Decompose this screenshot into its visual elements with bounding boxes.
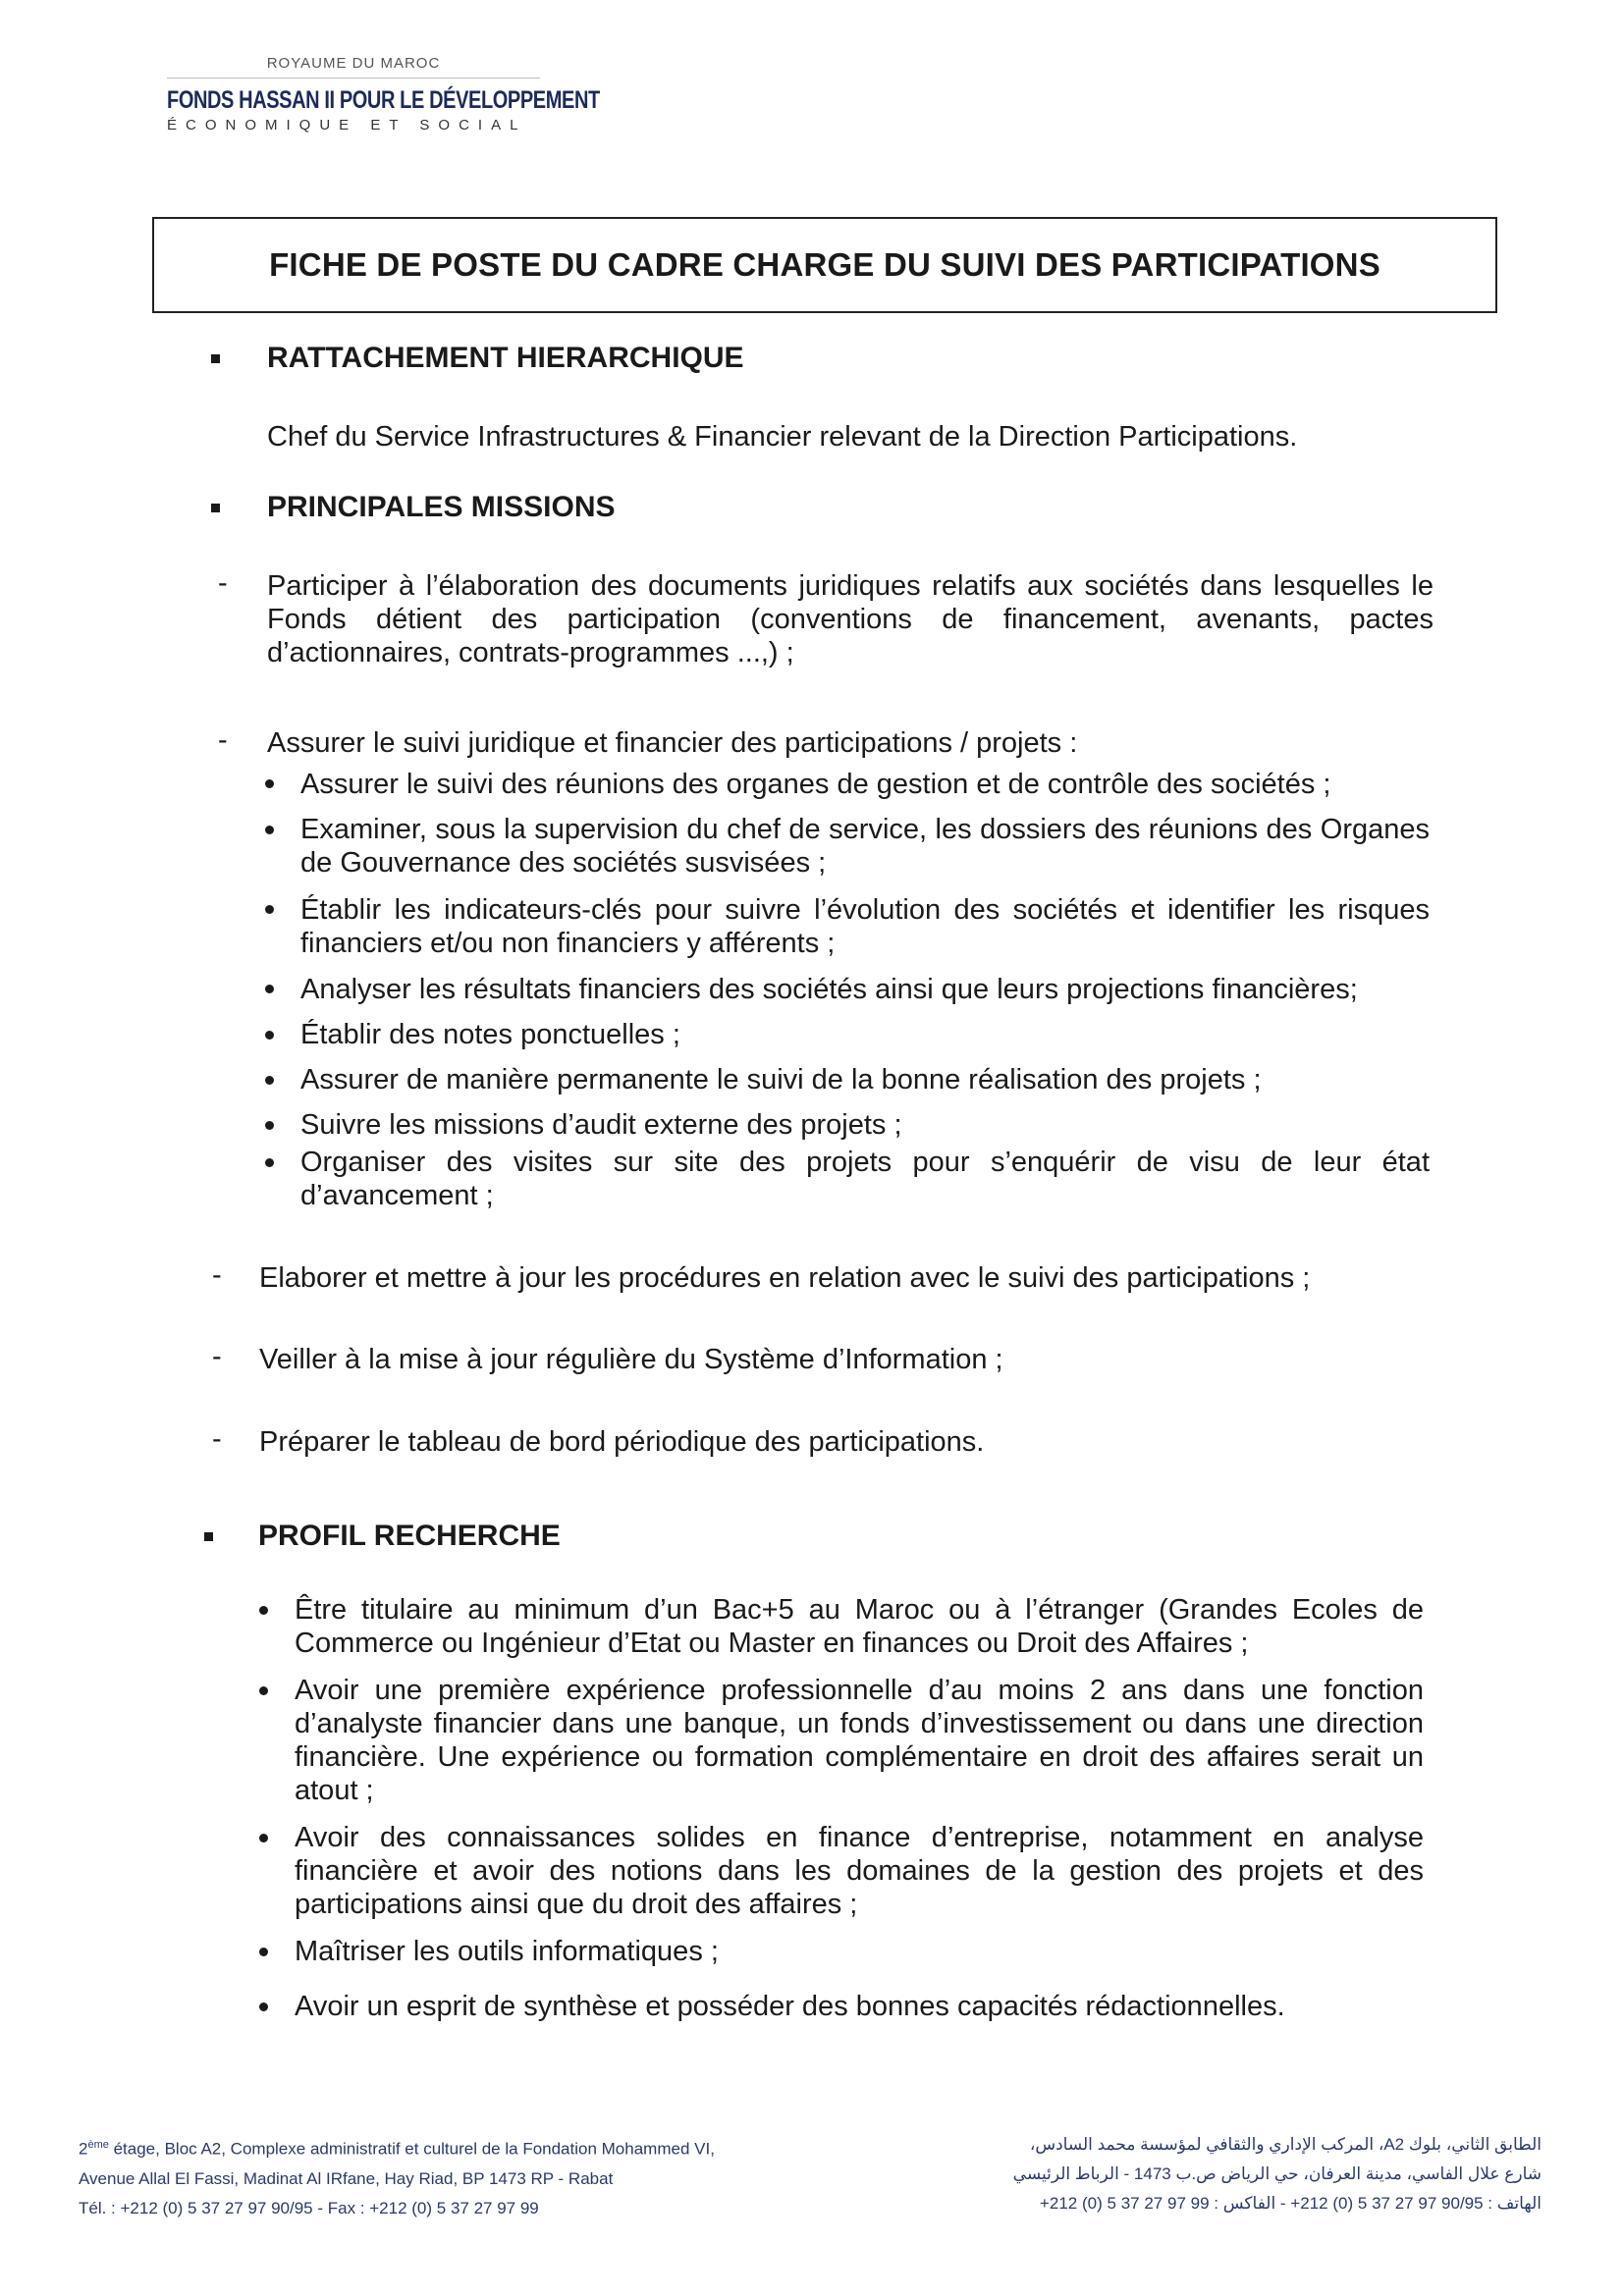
bullet-icon — [265, 1031, 274, 1040]
square-bullet-icon — [211, 504, 220, 512]
heading-missions: PRINCIPALES MISSIONS — [267, 491, 616, 523]
profil-item: Avoir des connaissances solides en finance d’entreprise, notamment en analyse financière et avoir des notions dans les domaines de la gestion des projets et des participations ainsi que du droit des affaires ; — [295, 1822, 1424, 1920]
bullet-icon — [265, 1121, 274, 1130]
letterhead-subtitle: ÉCONOMIQUE ET SOCIAL — [167, 117, 527, 133]
profil-item: Maîtriser les outils informatiques ; — [295, 1936, 719, 1967]
bullet-icon — [259, 1686, 268, 1695]
bullet-icon — [259, 1834, 268, 1842]
title-box — [152, 217, 1497, 313]
letterhead-country: ROYAUME DU MAROC — [167, 55, 540, 79]
dash-icon: - — [212, 1341, 222, 1372]
bullet-icon — [265, 826, 274, 834]
rattachement-text: Chef du Service Infrastructures & Financier relevant de la Direction Participations. — [267, 421, 1298, 453]
footer-address-ar — [967, 2130, 1542, 2218]
mission-sub-item: Assurer le suivi des réunions des organes de gestion et de contrôle des sociétés ; — [300, 769, 1331, 800]
bullet-icon — [259, 1606, 268, 1615]
dash-icon: - — [218, 724, 228, 756]
dash-icon: - — [212, 1423, 222, 1455]
footer-line: الطابق الثاني، بلوك A2، المركب الإداري والثقافي لمؤسسة محمد السادس، — [1029, 2135, 1542, 2154]
mission-sub-item: Établir des notes ponctuelles ; — [300, 1019, 680, 1050]
bullet-icon — [259, 1948, 268, 1956]
mission-sub-item: Analyser les résultats financiers des sociétés ainsi que leurs projections financières; — [300, 974, 1358, 1005]
bullet-icon — [265, 779, 274, 788]
footer-line: Tél. : +212 (0) 5 37 27 97 90/95 - Fax : +212 (0) 5 37 27 97 99 — [79, 2198, 539, 2217]
mission-sub-item: Établir les indicateurs-clés pour suivre l’évolution des sociétés et identifier les risques financiers et/ou non financiers y afférents ; — [300, 894, 1430, 959]
square-bullet-icon — [211, 354, 220, 363]
letterhead-name: FONDS HASSAN II POUR LE DÉVELOPPEMENT — [167, 86, 600, 114]
bullet-icon — [265, 1158, 274, 1167]
footer-line: الهاتف : 90/95 97 27 37 5 (0) 212+ - الفاكس : 99 97 27 37 5 (0) 212+ — [1039, 2194, 1542, 2213]
mission-item-4: Veiller à la mise à jour régulière du Système d’Information ; — [259, 1344, 1003, 1375]
mission-sub-item: Suivre les missions d’audit externe des projets ; — [300, 1109, 902, 1141]
heading-profil: PROFIL RECHERCHE — [258, 1520, 561, 1552]
bullet-icon — [259, 2002, 268, 2011]
mission-item-3: Elaborer et mettre à jour les procédures en relation avec le suivi des participations ; — [259, 1262, 1311, 1294]
profil-item: Avoir un esprit de synthèse et posséder des bonnes capacités rédactionnelles. — [295, 1991, 1285, 2022]
mission-item-1: Participer à l’élaboration des documents juridiques relatifs aux sociétés dans lesquelles le Fonds détient des participation (conventions de financement, avenants, pactes d’actionnaires, contrats-programmes ...,) ; — [267, 570, 1434, 668]
bullet-icon — [265, 985, 274, 993]
dash-icon: - — [218, 567, 228, 599]
mission-item-5: Préparer le tableau de bord périodique des participations. — [259, 1426, 985, 1458]
dash-icon: - — [212, 1259, 222, 1291]
profil-item: Être titulaire au minimum d’un Bac+5 au Maroc ou à l’étranger (Grandes Ecoles de Commerce ou Ingénieur d’Etat ou Master en finances ou Droit des Affaires ; — [295, 1594, 1424, 1659]
footer-line: 2ème étage, Bloc A2, Complexe administratif et culturel de la Fondation Mohammed VI, — [79, 2139, 715, 2159]
footer-line: Avenue Allal El Fassi, Madinat Al IRfane, Hay Riad, BP 1473 RP - Rabat — [79, 2168, 614, 2188]
footer-line: شارع علال الفاسي، مدينة العرفان، حي الرياض ص.ب 1473 - الرباط الرئيسي — [1012, 2164, 1542, 2183]
profil-item: Avoir une première expérience professionnelle d’au moins 2 ans dans une fonction d’analyste financier dans une banque, un fonds d’investissement ou dans une direction financière. Une expérience ou formation complémentaire en droit des affaires serait un atout ; — [295, 1675, 1424, 1806]
bullet-icon — [265, 1076, 274, 1085]
bullet-icon — [265, 905, 274, 914]
footer-address-fr — [79, 2130, 715, 2223]
mission-sub-item: Assurer de manière permanente le suivi de la bonne réalisation des projets ; — [300, 1064, 1262, 1095]
mission-sub-item: Examiner, sous la supervision du chef de service, les dossiers des réunions des Organes de Gouvernance des sociétés susvisées ; — [300, 814, 1430, 879]
mission-sub-item: Organiser des visites sur site des projets pour s’enquérir de visu de leur état d’avancement ; — [300, 1147, 1430, 1211]
heading-rattachement: RATTACHEMENT HIERARCHIQUE — [267, 342, 744, 374]
mission-item-2: Assurer le suivi juridique et financier des participations / projets : — [267, 727, 1078, 759]
square-bullet-icon — [204, 1532, 213, 1541]
letterhead — [167, 55, 600, 133]
page-title: FICHE DE POSTE DU CADRE CHARGE DU SUIVI DES PARTICIPATIONS — [269, 246, 1380, 283]
